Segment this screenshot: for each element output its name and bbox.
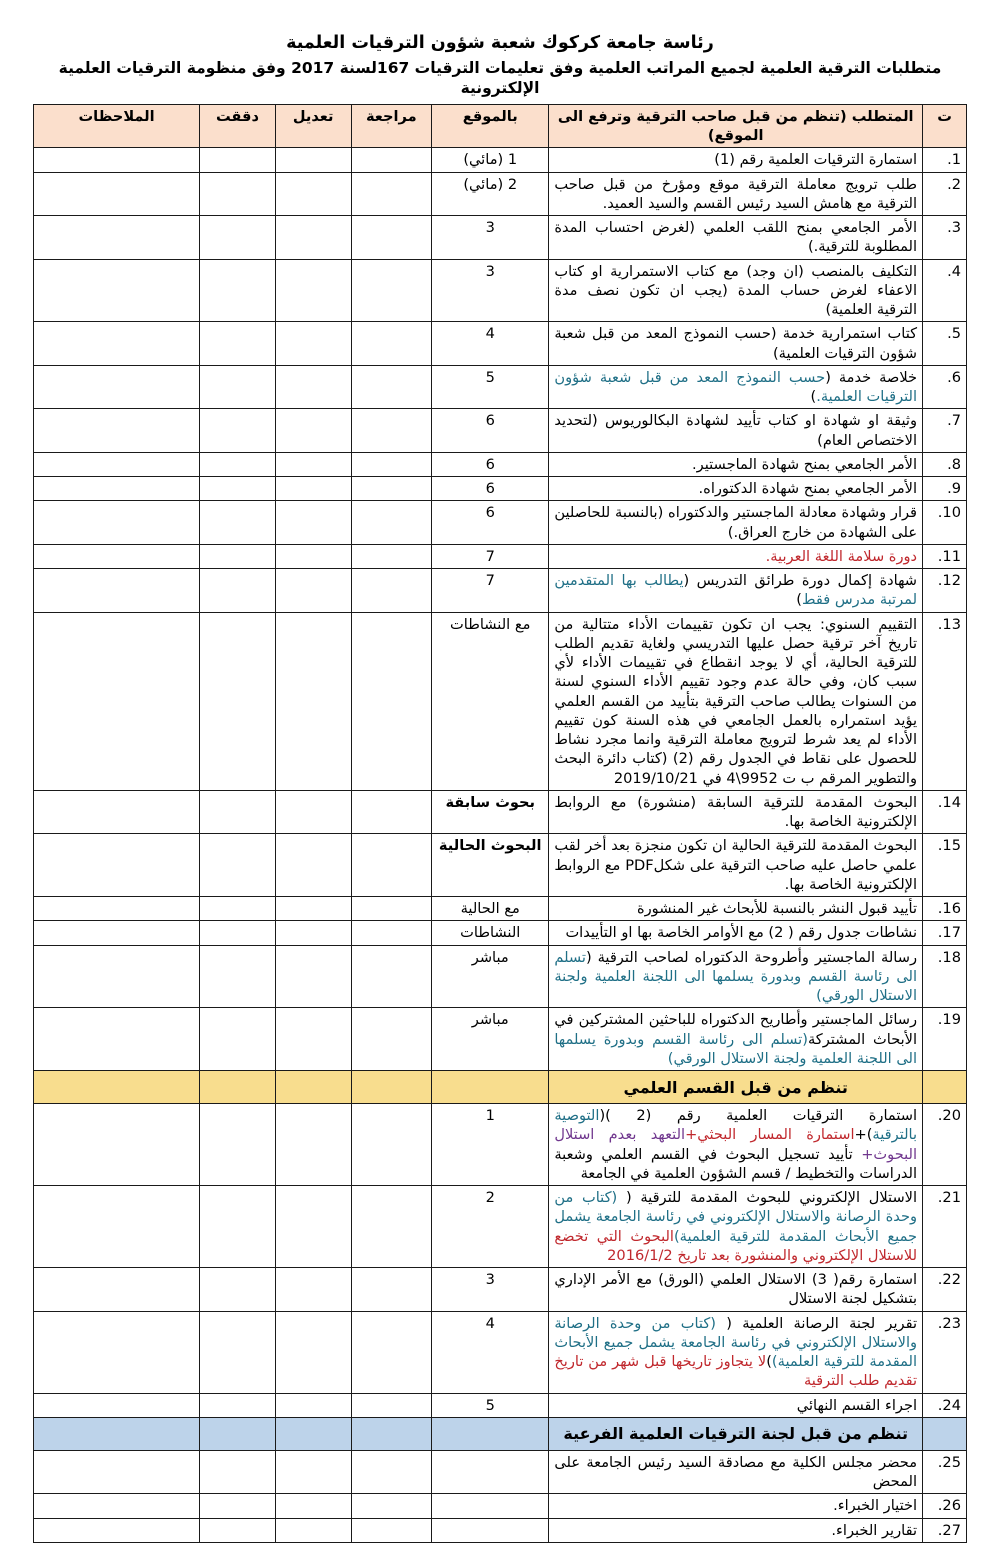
row-audit-cell[interactable] [200,834,276,897]
row-site-value [432,1494,549,1518]
row-audit-cell[interactable] [200,172,276,216]
requirement-text-red: لا يتجاوز تاريخها قبل شهر من تاريخ تقديم طلب الترقية [554,1353,918,1390]
table-row [34,216,967,260]
row-index: 18. [923,945,967,1008]
row-site-value: 2 [432,1186,549,1268]
requirement-text-black: شهادة إكمال دورة طرائق التدريس ( [683,572,918,590]
row-review-cell[interactable] [351,477,432,501]
row-index: 19. [923,1008,967,1071]
row-requirement [549,790,923,834]
row-audit-cell[interactable] [200,897,276,921]
row-review-cell[interactable] [351,945,432,1008]
requirement-text-black: تقرير لجنة الرصانة العلمية ( [726,1314,918,1332]
row-review-cell[interactable] [351,501,432,545]
row-edit-cell[interactable] [275,1008,351,1071]
section-spacer-cell [275,1071,351,1104]
row-site-value: مباشر [432,1008,549,1071]
row-site-value: 2 (مائي) [432,172,549,216]
requirements-table [33,104,967,1543]
row-notes-cell[interactable] [34,1268,200,1312]
section-header-label: تنظم من قبل لجنة الترقيات العلمية الفرعية [549,1417,923,1450]
row-notes-cell[interactable] [34,1518,200,1542]
table-row [34,477,967,501]
table-row [34,1311,967,1393]
page-title: رئاسة جامعة كركوك شعبة شؤون الترقيات العلمية [286,33,714,53]
row-site-value [432,1518,549,1542]
row-index: 17. [923,921,967,945]
requirement-text-black: كتاب استمرارية خدمة (حسب النموذج المعد من قبل شعبة شؤون الترقيات العلمية) [554,325,918,362]
row-edit-cell[interactable] [275,1450,351,1494]
table-row [34,322,967,366]
requirement-text-red: دورة سلامة اللغة العربية. [765,547,918,565]
row-audit-cell[interactable] [200,216,276,260]
section-spacer-cell [432,1071,549,1104]
row-site-value: 3 [432,259,549,322]
row-edit-cell[interactable] [275,148,351,172]
requirement-text-black: اختيار الخبراء. [833,1497,918,1515]
requirement-text-purple: التعهد بعدم استلال البحوث+ [554,1126,918,1163]
requirement-text-black: وثيقة او شهادة او كتاب تأييد لشهادة البكالوريوس (لتحديد الاختصاص العام) [554,412,918,449]
requirement-text-teal: (كتاب من وحدة الرصانة والاستلال الإلكتروني في رئاسة الجامعة يشمل جميع الأبحاث المقدمة للترقية العلمية) [554,1314,918,1371]
column-header-requirement: المتطلب (تنظم من قبل صاحب الترقية وترفع الى الموقع) [549,104,923,148]
requirement-text-black: تأييد تسجيل البحوث في القسم العلمي وشعبة الدراسات والتخطيط / قسم الشؤون العلمية في الجامعة [554,1145,918,1182]
row-notes-cell[interactable] [34,1494,200,1518]
requirement-text-black: استمارة الترقيات العلمية رقم (2 )( [599,1107,918,1125]
table-row [34,148,967,172]
row-review-cell[interactable] [351,1494,432,1518]
row-edit-cell[interactable] [275,1494,351,1518]
row-index: 21. [923,1186,967,1268]
row-notes-cell[interactable] [34,452,200,476]
requirement-text-black: استمارة رقم( 3) الاستلال العلمي (الورق) مع الأمر الإداري بتشكيل لجنة الاستلال [554,1271,918,1308]
table-row [34,612,967,790]
row-site-value: البحوث الحالية [432,834,549,897]
row-index: 24. [923,1393,967,1417]
section-spacer-cell [351,1417,432,1450]
row-site-value: 4 [432,322,549,366]
row-edit-cell[interactable] [275,1186,351,1268]
row-edit-cell[interactable] [275,1393,351,1417]
row-notes-cell[interactable] [34,216,200,260]
row-index: 2. [923,172,967,216]
row-index: 11. [923,544,967,568]
row-audit-cell[interactable] [200,1494,276,1518]
requirement-text-teal: (كتاب من وحدة الرصانة والاستلال الإلكتروني في رئاسة الجامعة يشمل جميع الأبحاث المقدمة للترقية العلمية) [554,1189,918,1245]
row-notes-cell[interactable] [34,897,200,921]
row-requirement [549,322,923,366]
row-edit-cell[interactable] [275,921,351,945]
row-notes-cell[interactable] [34,259,200,322]
row-edit-cell[interactable] [275,834,351,897]
row-edit-cell[interactable] [275,612,351,790]
row-review-cell[interactable] [351,148,432,172]
row-edit-cell[interactable] [275,945,351,1008]
row-site-value: 6 [432,409,549,453]
row-notes-cell[interactable] [34,1393,200,1417]
row-edit-cell[interactable] [275,501,351,545]
row-notes-cell[interactable] [34,409,200,453]
row-audit-cell[interactable] [200,1311,276,1393]
row-notes-cell[interactable] [34,322,200,366]
row-requirement [549,365,923,409]
row-site-value [432,1450,549,1494]
row-notes-cell[interactable] [34,1104,200,1186]
row-site-value: 4 [432,1311,549,1393]
row-index: 27. [923,1518,967,1542]
row-notes-cell[interactable] [34,172,200,216]
table-header-row [34,104,967,148]
row-site-value: 6 [432,477,549,501]
row-index: 15. [923,834,967,897]
section-spacer-cell [432,1417,549,1450]
row-review-cell[interactable] [351,365,432,409]
row-edit-cell[interactable] [275,897,351,921]
row-review-cell[interactable] [351,1393,432,1417]
row-site-value: بحوث سابقة [432,790,549,834]
section-spacer-cell [275,1417,351,1450]
table-row [34,569,967,613]
row-requirement [549,477,923,501]
row-index: 3. [923,216,967,260]
requirement-text-black: محضر مجلس الكلية مع مصادقة السيد رئيس الجامعة على المحض [554,1453,918,1491]
row-review-cell[interactable] [351,1450,432,1494]
row-index: 16. [923,897,967,921]
row-audit-cell[interactable] [200,612,276,790]
row-notes-cell[interactable] [34,148,200,172]
row-index: 7. [923,409,967,453]
column-header-notes: الملاحظات [34,104,200,148]
document-page [0,32,1000,1539]
row-requirement [549,569,923,613]
row-requirement [549,1494,923,1518]
row-edit-cell[interactable] [275,365,351,409]
table-row [34,1104,967,1186]
row-review-cell[interactable] [351,452,432,476]
row-notes-cell[interactable] [34,544,200,568]
row-audit-cell[interactable] [200,945,276,1008]
row-edit-cell[interactable] [275,259,351,322]
requirement-text-black: ) [810,388,817,406]
column-header-audit: دققت [200,104,276,148]
row-notes-cell[interactable] [34,921,200,945]
table-row [34,409,967,453]
row-requirement [549,1311,923,1393]
row-audit-cell[interactable] [200,1186,276,1268]
row-site-value: 6 [432,452,549,476]
row-site-value: 6 [432,501,549,545]
row-requirement [549,216,923,260]
row-edit-cell[interactable] [275,544,351,568]
row-edit-cell[interactable] [275,569,351,613]
row-audit-cell[interactable] [200,322,276,366]
row-site-value: 3 [432,1268,549,1312]
section-header-label: تنظم من قبل القسم العلمي [549,1071,923,1104]
row-notes-cell[interactable] [34,1186,200,1268]
row-requirement [549,259,923,322]
section-header-row [34,1417,967,1450]
row-requirement [549,834,923,897]
requirement-text-black: قرار وشهادة معادلة الماجستير والدكتوراه (بالنسبة للحاصلين على الشهادة من خارج العراق.) [554,504,918,541]
row-review-cell[interactable] [351,1104,432,1186]
row-requirement [549,148,923,172]
row-review-cell[interactable] [351,834,432,897]
row-notes-cell[interactable] [34,1450,200,1494]
row-requirement [549,544,923,568]
row-index: 10. [923,501,967,545]
section-spacer-cell [200,1071,276,1104]
table-row [34,790,967,834]
row-review-cell[interactable] [351,409,432,453]
requirement-text-black: نشاطات جدول رقم ( 2) مع الأوامر الخاصة بها او التأييدات [565,924,918,942]
requirement-text-black: تأييد قبول النشر بالنسبة للأبحاث غير المنشورة [636,900,918,918]
section-header-row [34,1071,967,1104]
requirement-text-teal: تسلم الى رئاسة القسم وبدورة يسلمها الى اللجنة العلمية ولجنة الاستلال الورقي) [554,948,918,1005]
row-requirement [549,1268,923,1312]
table-row [34,1450,967,1494]
table-row [34,1494,967,1518]
requirement-text-black: استمارة الترقيات العلمية رقم (1) [714,151,918,169]
row-site-value: 1 [432,1104,549,1186]
row-index: 26. [923,1494,967,1518]
row-audit-cell[interactable] [200,921,276,945]
row-site-value: مع النشاطات [432,612,549,790]
requirement-text-black: اجراء القسم النهائي [796,1396,918,1414]
row-review-cell[interactable] [351,216,432,260]
row-edit-cell[interactable] [275,452,351,476]
row-review-cell[interactable] [351,322,432,366]
row-audit-cell[interactable] [200,452,276,476]
table-row [34,945,967,1008]
row-review-cell[interactable] [351,1268,432,1312]
row-index: 9. [923,477,967,501]
row-notes-cell[interactable] [34,612,200,790]
column-header-review: مراجعة [351,104,432,148]
row-edit-cell[interactable] [275,1268,351,1312]
row-index: 8. [923,452,967,476]
row-requirement [549,612,923,790]
requirement-text-black: رسالة الماجستير وأطروحة الدكتوراه لصاحب الترقية ( [585,948,918,966]
row-review-cell[interactable] [351,1518,432,1542]
row-notes-cell[interactable] [34,1311,200,1393]
section-spacer-cell [351,1071,432,1104]
section-spacer-cell [200,1417,276,1450]
row-index: 20. [923,1104,967,1186]
requirement-text-black: الأمر الجامعي بمنح اللقب العلمي (لغرض احتساب المدة المطلوبة للترقية.) [554,219,918,256]
row-audit-cell[interactable] [200,259,276,322]
table-row [34,921,967,945]
row-review-cell[interactable] [351,921,432,945]
row-site-value: 1 (مائي) [432,148,549,172]
requirement-text-teal: التوصية بالترقية [554,1107,918,1144]
row-site-value: 7 [432,569,549,613]
row-edit-cell[interactable] [275,172,351,216]
row-review-cell[interactable] [351,569,432,613]
row-audit-cell[interactable] [200,1008,276,1071]
row-index: 6. [923,365,967,409]
row-audit-cell[interactable] [200,544,276,568]
page-subtitle: متطلبات الترقية العلمية لجميع المراتب العلمية وفق تعليمات الترقيات 167لسنة 2017 وفق منظومة الترقيات العلمية الإلكترونية [58,58,942,97]
section-index-spacer [923,1071,967,1104]
row-review-cell[interactable] [351,897,432,921]
requirement-text-black: خلاصة خدمة ( [825,368,918,386]
requirement-text-black: تقارير الخبراء. [831,1521,918,1539]
row-review-cell[interactable] [351,1008,432,1071]
row-index: 4. [923,259,967,322]
row-site-value: 7 [432,544,549,568]
row-site-value: مباشر [432,945,549,1008]
row-requirement [549,452,923,476]
table-row [34,897,967,921]
row-index: 25. [923,1450,967,1494]
row-audit-cell[interactable] [200,501,276,545]
requirement-text-black: البحوث المقدمة للترقية الحالية ان تكون منجزة بعد أخر لقب علمي حاصل عليه صاحب الترقية على شكلPDF مع الروابط الإلكترونية الخاصة بها. [554,837,918,893]
requirement-text-black: ) [766,1353,772,1371]
row-notes-cell[interactable] [34,945,200,1008]
row-index: 23. [923,1311,967,1393]
row-requirement [549,501,923,545]
row-notes-cell[interactable] [34,834,200,897]
table-row [34,834,967,897]
row-notes-cell[interactable] [34,569,200,613]
table-row [34,1518,967,1542]
requirement-text-teal: يطالب بها المتقدمين لمرتبة مدرس فقط [554,572,918,609]
row-review-cell[interactable] [351,259,432,322]
row-requirement [549,1393,923,1417]
table-row [34,365,967,409]
section-index-spacer [923,1417,967,1450]
table-header [34,104,967,148]
row-review-cell[interactable] [351,544,432,568]
row-review-cell[interactable] [351,1186,432,1268]
requirement-text-black: رسائل الماجستير وأطاريح الدكتوراه للباحثين المشتركين في الأبحاث المشتركة [554,1011,918,1048]
row-notes-cell[interactable] [34,501,200,545]
row-audit-cell[interactable] [200,569,276,613]
row-index: 5. [923,322,967,366]
table-row [34,1268,967,1312]
row-site-value: 5 [432,1393,549,1417]
requirement-text-black: الأمر الجامعي بمنح شهادة الدكتوراه. [698,480,918,498]
row-site-value: 3 [432,216,549,260]
row-edit-cell[interactable] [275,409,351,453]
row-notes-cell[interactable] [34,1008,200,1071]
row-index: 12. [923,569,967,613]
row-review-cell[interactable] [351,172,432,216]
row-audit-cell[interactable] [200,148,276,172]
row-edit-cell[interactable] [275,790,351,834]
row-audit-cell[interactable] [200,1104,276,1186]
table-row [34,544,967,568]
row-requirement [549,1186,923,1268]
row-audit-cell[interactable] [200,409,276,453]
row-index: 13. [923,612,967,790]
row-edit-cell[interactable] [275,216,351,260]
requirement-text-red: استمارة المسار البحثي+ [685,1126,855,1144]
row-edit-cell[interactable] [275,1518,351,1542]
column-header-edit: تعديل [275,104,351,148]
row-requirement [549,921,923,945]
requirement-text-black: )+ [854,1126,873,1144]
row-audit-cell[interactable] [200,1393,276,1417]
table-row [34,501,967,545]
row-audit-cell[interactable] [200,477,276,501]
row-edit-cell[interactable] [275,322,351,366]
requirement-text-red: البحوث التي تخضع للاستلال الإلكتروني والمنشورة بعد تاريخ 2016/1/2 [554,1227,918,1264]
section-spacer-cell [34,1417,200,1450]
row-review-cell[interactable] [351,790,432,834]
row-audit-cell[interactable] [200,790,276,834]
row-audit-cell[interactable] [200,1450,276,1494]
requirement-text-black: ) [796,591,802,609]
table-row [34,1186,967,1268]
row-notes-cell[interactable] [34,477,200,501]
row-audit-cell[interactable] [200,1268,276,1312]
row-review-cell[interactable] [351,1311,432,1393]
requirement-text-black: البحوث المقدمة للترقية السابقة (منشورة) مع الروابط الإلكترونية الخاصة بها. [554,793,918,831]
row-requirement [549,1104,923,1186]
row-requirement [549,945,923,1008]
table-row [34,259,967,322]
row-audit-cell[interactable] [200,365,276,409]
row-requirement [549,1008,923,1071]
row-site-value: النشاطات [432,921,549,945]
requirement-text-teal: حسب النموذج المعد من قبل شعبة شؤون الترقيات العلمية. [554,368,918,406]
table-row [34,452,967,476]
row-index: 22. [923,1268,967,1312]
row-edit-cell[interactable] [275,477,351,501]
requirement-text-black: طلب ترويج معاملة الترقية موقع ومؤرخ من قبل صاحب الترقية مع هامش السيد رئيس القسم والسيد العميد. [554,175,918,212]
requirement-text-black: التكليف بالمنصب (ان وجد) مع كتاب الاستمرارية او كتاب الاعفاء لغرض حساب المدة (يجب ان تكون نصف مدة الترقية العلمية) [554,262,918,319]
requirement-text-teal: (تسلم الى رئاسة القسم وبدورة يسلمها الى اللجنة العلمية ولجنة الاستلال الورقي) [554,1030,918,1067]
column-header-site: بالموقع [432,104,549,148]
row-index: 14. [923,790,967,834]
row-site-value: مع الحالية [432,897,549,921]
row-requirement [549,172,923,216]
row-index: 1. [923,148,967,172]
requirement-text-black: الأمر الجامعي بمنح شهادة الماجستير. [692,455,918,473]
requirement-text-black: الاستلال الإلكتروني للبحوث المقدمة للترقية ( [625,1189,918,1207]
row-notes-cell[interactable] [34,365,200,409]
row-notes-cell[interactable] [34,790,200,834]
row-site-value: 5 [432,365,549,409]
table-row [34,1393,967,1417]
row-requirement [549,409,923,453]
row-edit-cell[interactable] [275,1311,351,1393]
row-requirement [549,897,923,921]
row-edit-cell[interactable] [275,1104,351,1186]
table-body [34,148,967,1543]
row-audit-cell[interactable] [200,1518,276,1542]
row-requirement [549,1450,923,1494]
column-header-index: ت [923,104,967,148]
section-spacer-cell [34,1071,200,1104]
table-row [34,1008,967,1071]
row-requirement [549,1518,923,1542]
table-row [34,172,967,216]
requirement-text-black: التقييم السنوي: يجب ان تكون تقييمات الأداء متتالية من تاريخ آخر ترقية حصل عليها التدريسي ولغاية تقديم الطلب للترقية الحالية، أي لا يوجد انقطاع في تقييمات الأداء لأي سبب كان، وفي حالة عدم وجود تقييم الأداء السنوي لسنة من السنوات يطالب صاحب الترقية بتأييد من القسم العلمي يؤيد استمراره بالعمل الجامعي في هذه السنة كون تقييم الأداء لم يعد شرط لترويج معاملة الترقية وانما مجرد نشاط للحصول على نقاط في الجدول رقم (2) (كتاب دائرة البحث والتطوير المرقم ب ت 9952\4 في 2019/10/21 [554,615,918,787]
row-review-cell[interactable] [351,612,432,790]
